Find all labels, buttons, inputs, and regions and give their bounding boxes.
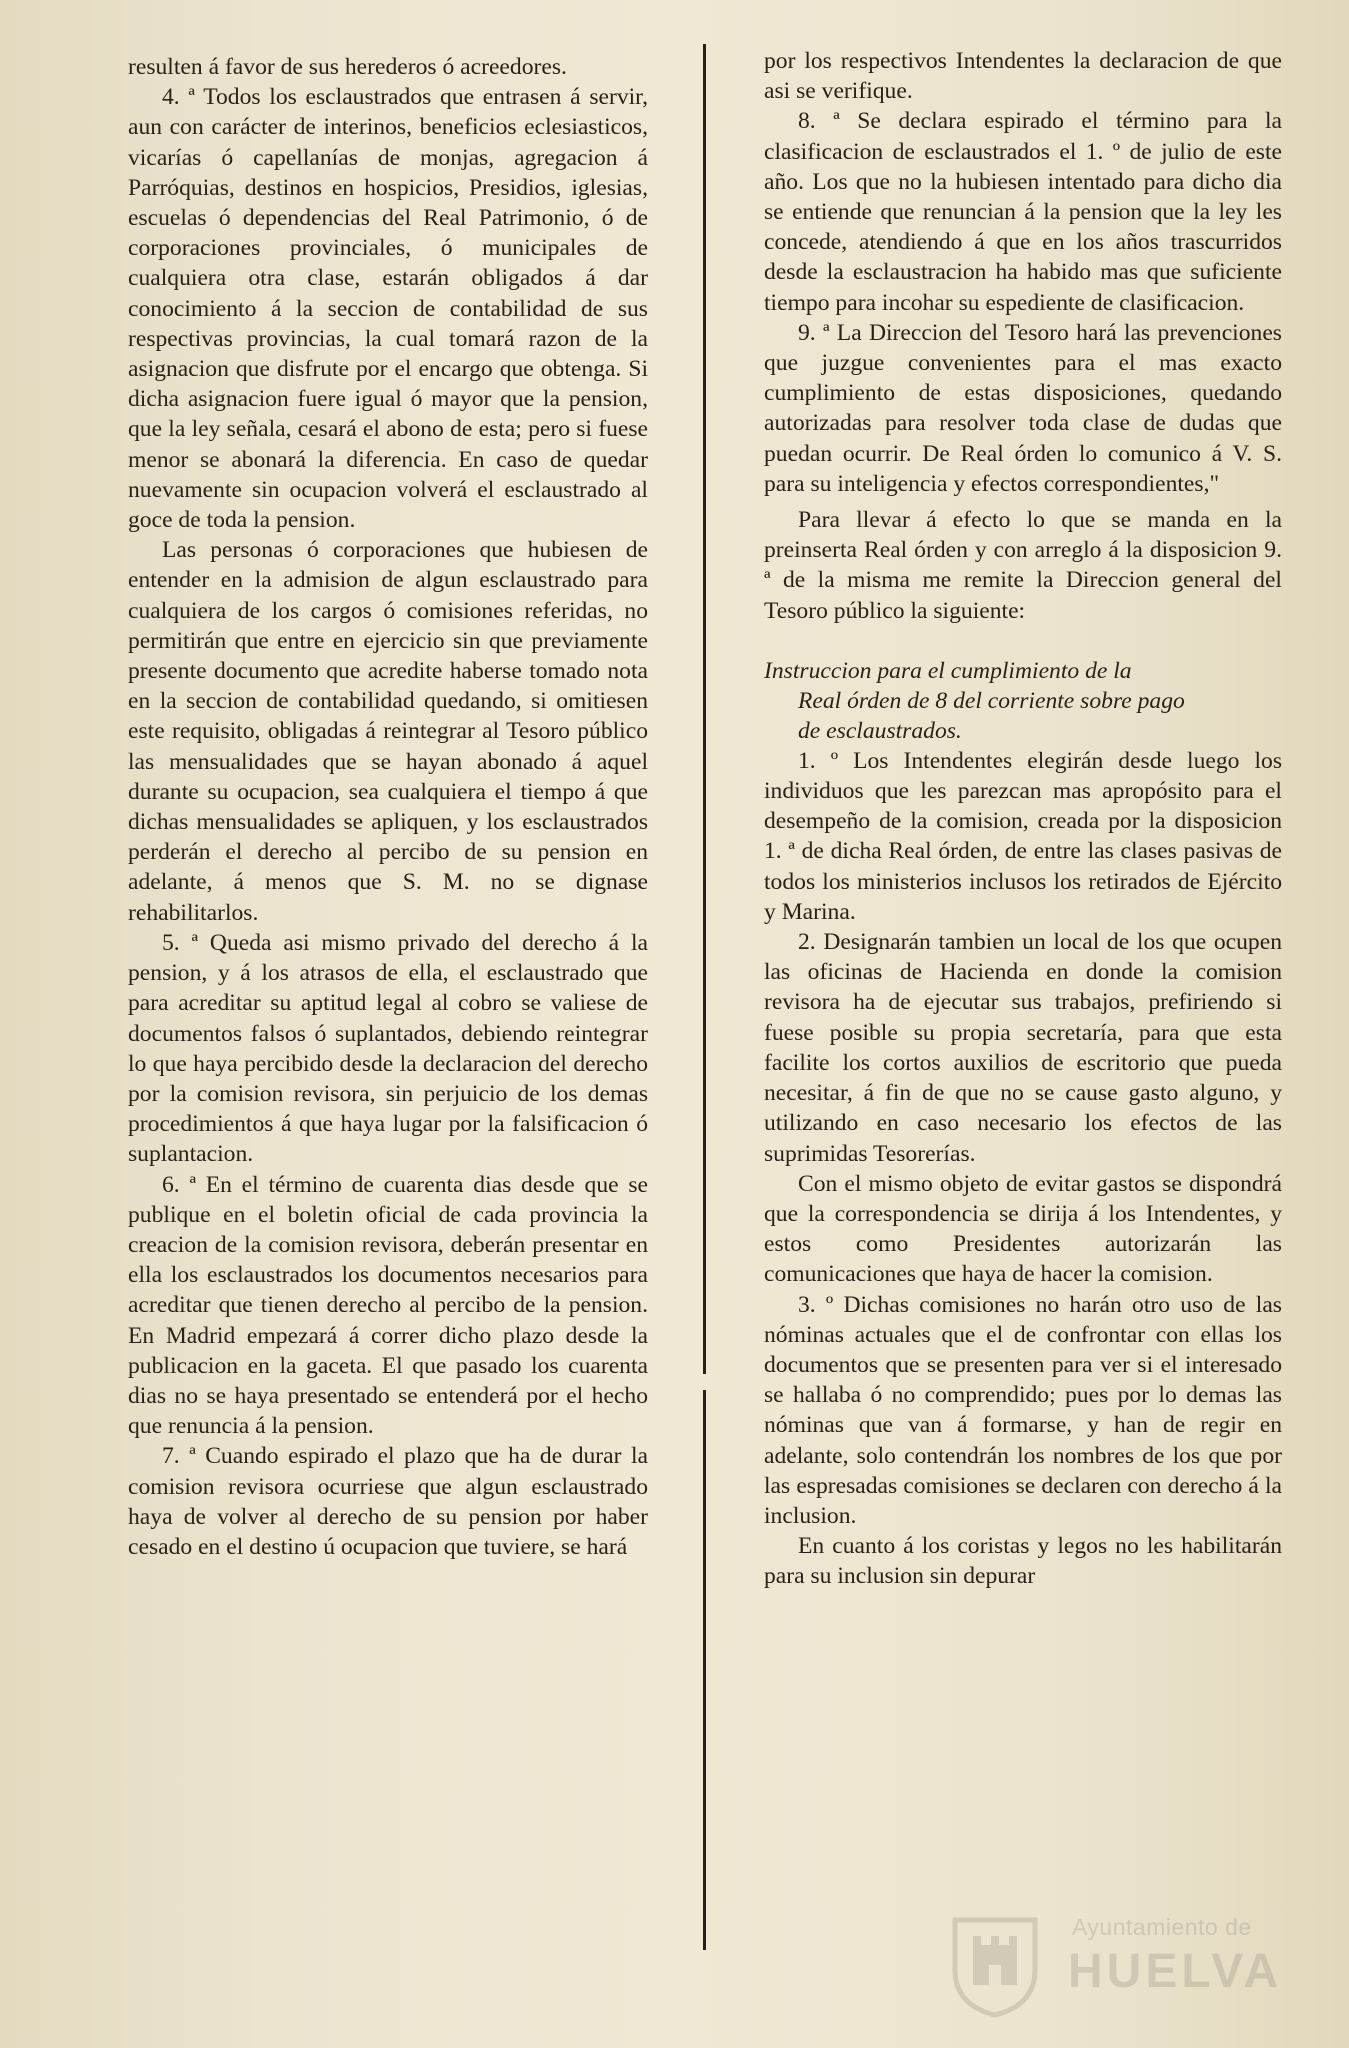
- instruction-title-line3: de esclaustrados.: [798, 717, 962, 744]
- paragraph-preamble: Para llevar á efecto lo que se manda en la preinserta Real órden y con arreglo á la disposicion 9. ª de la misma me remite la Direccion general del Tesoro público la siguiente:: [764, 507, 1282, 624]
- paragraph-article-4: 4. ª Todos los esclaustrados que entrasen á servir, aun con carácter de interinos, beneficios eclesiasticos, vicarías ó capellanías de monjas, agregacion á Parróquias, destinos en hospicios, Presidios, iglesias, escuelas ó dependencias del Real Patrimonio, ó de corporaciones provinciales, ó municipales de cualquiera otra clase, estarán obligados á dar conocimiento á la seccion de contabilidad de sus respectivas provincias, la cual tomará razon de la asignacion que disfrute por el encargo que obtenga. Si dicha asignacion fuere igual ó mayor que la pension, que la ley señala, cesará el abono de esta; pero si fuese menor se abonará la diferencia. En caso de quedar nuevamente sin ocupacion volverá el esclaustrado al goce de toda la pension.: [128, 84, 648, 534]
- left-column: [128, 52, 648, 1562]
- paragraph-article-5: 5. ª Queda asi mismo privado del derecho á la pension, y á los atrasos de ella, el esclaustrado que para acreditar su aptitud legal al cobro se valiese de documentos falsos ó suplantados, debiendo reintegrar lo que haya percibido desde la declaracion del derecho por la comision revisora, sin perjuicio de los demas procedimientos á que haya lugar por la falsificacion ó suplantacion.: [128, 929, 648, 1168]
- paragraph-continuation-right: por los respectivos Intendentes la declaracion de que asi se verifique.: [764, 48, 1282, 105]
- paragraph-article-8: 8. ª Se declara espirado el término para la clasificacion de esclaustrados el 1. º de julio de este año. Los que no la hubiesen intentado para dicho dia se entiende que renuncian á la pension que la ley les concede, atendiendo á que en los años trascurridos desde la esclaustracion ha habido mas que suficiente tiempo para incohar su espediente de clasificacion.: [764, 108, 1282, 316]
- paragraph-continuation: resulten á favor de sus herederos ó acreedores.: [128, 54, 567, 80]
- instruction-title-line1: Instruccion para el cumplimiento de la: [764, 657, 1132, 684]
- paragraph-instruction-3: 3. º Dichas comisiones no harán otro uso de las nóminas actuales que el de confrontar con ellas los documentos que se presenten para ver si el interesado se hallaba ó no comprendido; pues por lo demas las nóminas que van á formarse, y han de regir en adelante, solo contendrán los nombres de los que por las espresadas comisiones se declaren con derecho á la inclusion.: [764, 1291, 1282, 1529]
- paragraph-article-6: 6. ª En el término de cuarenta dias desde que se publique en el boletin oficial de cada provincia la creacion de la comision revisora, deberán presentar en ella los esclaustrados los documentos necesarios para acreditar que tienen derecho al percibo de la pension. En Madrid empezará á correr dicho plazo desde la publicacion en la gaceta. El que pasado los cuarenta dias no se haya presentado se entenderá por el hecho que renuncia á la pension.: [128, 1171, 648, 1440]
- paragraph-instruction-1: 1. º Los Intendentes elegirán desde luego los individuos que les parezcan mas apropósito para el desempeño de la comision, creada por la disposicion 1. ª de dicha Real órden, de entre las clases pasivas de todos los ministerios inclusos los retirados de Ejército y Marina.: [764, 747, 1282, 925]
- paragraph-article-9: 9. ª La Direccion del Tesoro hará las prevenciones que juzgue convenientes para el mas exacto cumplimiento de estas disposiciones, quedando autorizadas para resolver toda clase de dudas que puedan ocurrir. De Real órden lo comunico á V. S. para su inteligencia y efectos correspondientes,": [764, 319, 1282, 497]
- column-divider-bottom: [703, 1390, 706, 1950]
- paragraph-coristas: En cuanto á los coristas y legos no les habilitarán para su inclusion sin depurar: [764, 1533, 1282, 1590]
- column-divider-top: [703, 44, 706, 1374]
- paragraph-instruction-2: 2. Designarán tambien un local de los que ocupen las oficinas de Hacienda en donde la comision revisora ha de ejecutar sus trabajos, prefiriendo si fuese posible su propia secretaría, para que esta facilite los cortos auxilios de escritorio que pueda necesitar, á fin de que no se cause gasto alguno, y utilizando en caso necesario los efectos de las suprimidas Tesorerías.: [764, 929, 1282, 1167]
- instruction-title-line2: Real órden de 8 del corriente sobre pago: [798, 687, 1185, 714]
- watermark: [940, 1900, 1300, 2020]
- paragraph-corporations: Las personas ó corporaciones que hubiesen de entender en la admision de algun esclaustrado para cualquiera de los cargos ó comisiones referidas, no permitirán que entre en ejercicio sin que previamente presente documento que acredite haberse tomado nota en la seccion de contabilidad quedando, si omitiesen este requisito, obligadas á reintegrar al Tesoro público las mensualidades que se hayan abonado á aquel durante su ocupacion, sea cualquiera el tiempo á que dichas mensualidades se apliquen, y los esclaustrados perderán el derecho al percibo de su pension en adelante, á menos que S. M. no se dignase rehabilitarlos.: [128, 537, 648, 926]
- city-crest-icon: [940, 1910, 1050, 2020]
- right-column: [764, 46, 1282, 1592]
- paragraph-correspondence: Con el mismo objeto de evitar gastos se dispondrá que la correspondencia se dirija á los Intendentes, y estos como Presidentes autorizarán las comunicaciones que haya de hacer la comision.: [764, 1170, 1282, 1288]
- watermark-big-text: HUELVA: [1068, 1945, 1283, 1998]
- paragraph-article-7: 7. ª Cuando espirado el plazo que ha de durar la comision revisora ocurriese que algun esclaustrado haya de volver al derecho de su pension por haber cesado en el destino ú ocupacion que tuviere, se hará: [128, 1443, 648, 1560]
- instruction-title: [764, 656, 1282, 746]
- watermark-small-text: Ayuntamiento de: [1072, 1914, 1252, 1940]
